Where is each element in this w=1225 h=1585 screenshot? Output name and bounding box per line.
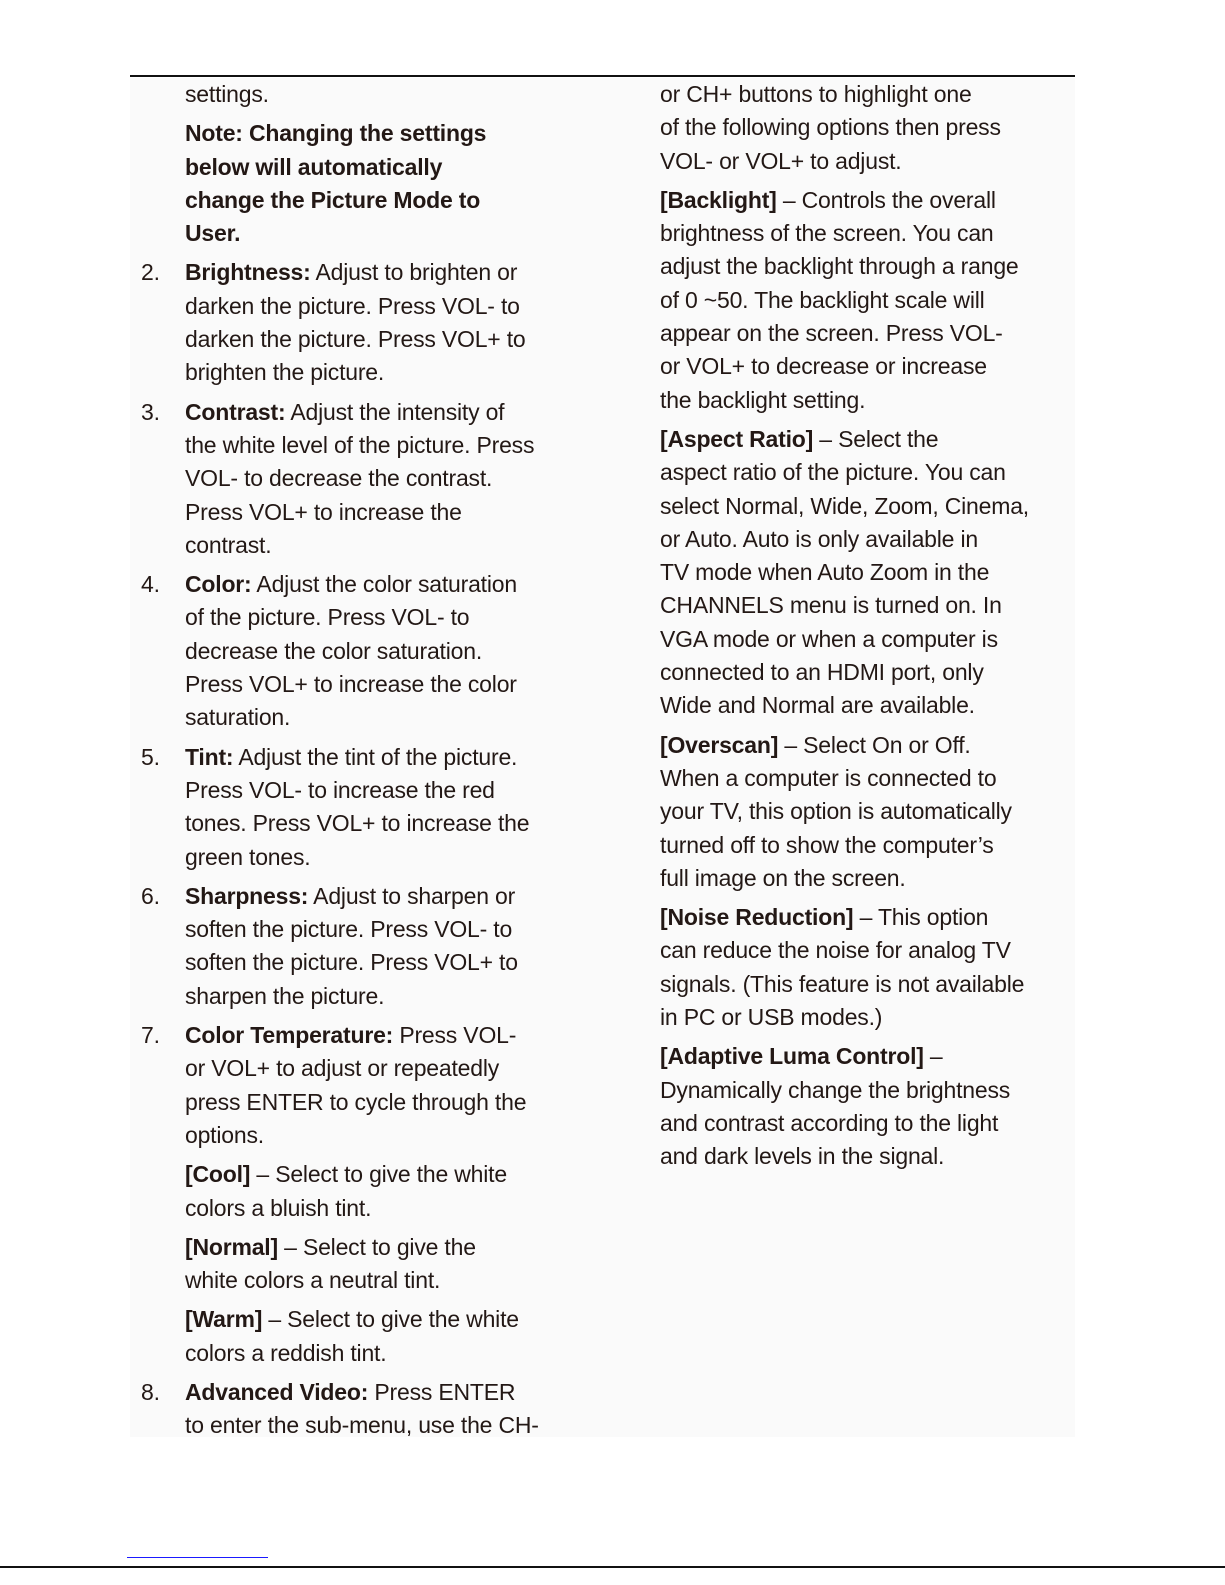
text-line [185, 184, 539, 217]
line-text: and dark levels in the signal. [660, 1143, 945, 1170]
line-text: green tones. [185, 843, 311, 870]
line-text: Press VOL- to increase the red [185, 776, 495, 803]
line-text: settings. [185, 81, 269, 107]
line-text: – Select to give the white [262, 1306, 519, 1333]
text-line [660, 284, 1029, 317]
text-line [660, 78, 1029, 111]
text-line [660, 862, 1029, 895]
list-number: 2. [141, 259, 160, 286]
line-text: white colors a neutral tint. [185, 1267, 441, 1294]
text-line [660, 589, 1029, 622]
text-line [660, 217, 1029, 250]
line-text: or VOL+ to adjust or repeatedly [185, 1055, 500, 1082]
term-label: [Cool] [185, 1161, 251, 1188]
line-text: the backlight setting. [660, 386, 866, 413]
line-text: press ENTER to cycle through the [185, 1088, 527, 1115]
line-text: of the picture. Press VOL- to [185, 604, 470, 631]
text-line [185, 1376, 539, 1409]
line-text: decrease the color saturation. [185, 637, 483, 664]
text-line [660, 968, 1029, 1001]
text-line [185, 117, 539, 150]
footnote-rule [127, 1557, 268, 1558]
line-text: sharpen the picture. [185, 982, 385, 1009]
text-line [185, 396, 539, 429]
text-line [660, 795, 1029, 828]
term-label: Brightness: [185, 259, 311, 286]
line-text: to enter the sub-menu, use the CH- [185, 1412, 539, 1439]
line-text: full image on the screen. [660, 864, 906, 891]
text-line [185, 323, 539, 356]
left-column [141, 78, 539, 1443]
text-line [185, 880, 539, 913]
term-label: Color Temperature: [185, 1022, 394, 1049]
line-text: brightness of the screen. You can [660, 220, 994, 247]
text-line [660, 729, 1029, 762]
line-text: Adjust to brighten or [310, 259, 518, 286]
text-line [660, 317, 1029, 350]
list-number: 4. [141, 571, 160, 598]
text-line [185, 568, 539, 601]
text-line [185, 217, 539, 250]
text-line [185, 807, 539, 840]
text-line [660, 556, 1029, 589]
text-line [185, 1119, 539, 1152]
text-line [185, 256, 539, 289]
line-text: options. [185, 1121, 264, 1148]
text-line [660, 423, 1029, 456]
text-line [660, 1001, 1029, 1034]
paragraph [660, 729, 1029, 895]
text-line [185, 356, 539, 389]
line-text: – Select to give the white [250, 1161, 507, 1188]
text-line [660, 490, 1029, 523]
paragraph [185, 1303, 539, 1370]
term-label: [Noise Reduction] [660, 904, 854, 931]
line-text: – Select On or Off. [778, 731, 971, 758]
text-line [185, 741, 539, 774]
paragraph [185, 117, 539, 250]
text-line [185, 151, 539, 184]
line-text: VOL- to decrease the contrast. [185, 465, 493, 492]
text-line [660, 184, 1029, 217]
text-line [660, 1040, 1029, 1073]
line-text: change the Picture Mode to [185, 186, 481, 213]
text-line [660, 111, 1029, 144]
list-number: 3. [141, 398, 160, 425]
text-line [185, 668, 539, 701]
line-text: adjust the backlight through a range [660, 253, 1019, 280]
text-line [185, 841, 539, 874]
line-text: VOL- or VOL+ to adjust. [660, 147, 902, 174]
text-line [185, 1086, 539, 1119]
line-text: in PC or USB modes.) [660, 1004, 883, 1031]
line-text: VGA mode or when a computer is [660, 625, 998, 652]
term-label: [Overscan] [660, 731, 779, 758]
text-line [185, 980, 539, 1013]
line-text: TV mode when Auto Zoom in the [660, 559, 990, 586]
line-text: Adjust the intensity of [285, 398, 505, 425]
text-line [660, 901, 1029, 934]
text-line [185, 1052, 539, 1085]
term-label: Color: [185, 571, 252, 598]
line-text: Press VOL- [393, 1022, 517, 1049]
text-line [185, 1192, 539, 1225]
line-text: aspect ratio of the picture. You can [660, 459, 1006, 486]
text-line [185, 529, 539, 562]
text-line [185, 701, 539, 734]
text-line [185, 78, 539, 111]
line-text: – This option [853, 904, 989, 931]
text-line [185, 1158, 539, 1191]
line-text: colors a reddish tint. [185, 1339, 387, 1366]
line-text: – Controls the overall [776, 186, 996, 213]
term-label: [Backlight] [660, 186, 777, 213]
term-label: Contrast: [185, 398, 286, 425]
line-text: Press ENTER [368, 1378, 516, 1405]
text-line [660, 934, 1029, 967]
paragraph [660, 423, 1029, 723]
line-text: saturation. [185, 704, 291, 731]
text-line [185, 462, 539, 495]
paragraph [185, 78, 539, 111]
text-line [660, 350, 1029, 383]
term-label: Note: Changing the settings [185, 120, 487, 147]
line-text: Adjust to sharpen or [308, 882, 516, 909]
line-text: tones. Press VOL+ to increase the [185, 810, 530, 837]
text-line [660, 762, 1029, 795]
text-line [185, 1264, 539, 1297]
term-label: Advanced Video: [185, 1378, 369, 1405]
line-text: – [923, 1043, 943, 1070]
text-line [185, 1409, 539, 1442]
line-text: Wide and Normal are available. [660, 692, 975, 719]
term-label: Sharpness: [185, 882, 309, 909]
line-text: appear on the screen. Press VOL- [660, 320, 1003, 347]
line-text: signals. (This feature is not available [660, 970, 1025, 997]
line-text: turned off to show the computer’s [660, 831, 994, 858]
term-label: [Normal] [185, 1233, 278, 1260]
footer-rule [0, 1566, 1225, 1568]
line-text: – Select to give the [277, 1233, 476, 1260]
paragraph [660, 184, 1029, 417]
text-line [185, 1231, 539, 1264]
line-text: connected to an HDMI port, only [660, 659, 984, 686]
text-line [660, 456, 1029, 489]
text-line [185, 429, 539, 462]
paragraph [141, 1019, 539, 1152]
text-line [185, 635, 539, 668]
text-line [660, 145, 1029, 178]
text-line [660, 689, 1029, 722]
term-label: [Warm] [185, 1306, 263, 1333]
text-line [660, 523, 1029, 556]
right-column [660, 78, 1029, 1174]
line-text: Press VOL+ to increase the color [185, 671, 517, 698]
line-text: Adjust the tint of the picture. [233, 743, 518, 770]
line-text: darken the picture. Press VOL- to [185, 292, 520, 319]
text-line [185, 1019, 539, 1052]
line-text: contrast. [185, 531, 272, 558]
line-text: soften the picture. Press VOL- to [185, 916, 513, 943]
paragraph [185, 1231, 539, 1298]
paragraph [141, 1376, 539, 1443]
header-rule [130, 75, 1075, 77]
paragraph [660, 78, 1029, 178]
line-text: – Select the [813, 425, 939, 452]
text-line [185, 496, 539, 529]
term-label: [Adaptive Luma Control] [660, 1043, 924, 1070]
text-line [185, 774, 539, 807]
list-number: 8. [141, 1378, 160, 1405]
line-text: below will automatically [185, 153, 443, 180]
line-text: of the following options then press [660, 114, 1001, 141]
text-line [660, 829, 1029, 862]
paragraph [141, 880, 539, 1013]
term-label: [Aspect Ratio] [660, 425, 814, 452]
line-text: select Normal, Wide, Zoom, Cinema, [660, 492, 1029, 519]
line-text: Adjust the color saturation [251, 571, 517, 598]
text-line [660, 1140, 1029, 1173]
line-text: your TV, this option is automatically [660, 798, 1012, 825]
text-line [660, 384, 1029, 417]
line-text: or CH+ buttons to highlight one [660, 81, 972, 107]
text-line [185, 913, 539, 946]
line-text: and contrast according to the light [660, 1109, 999, 1136]
text-line [185, 1337, 539, 1370]
line-text: or VOL+ to decrease or increase [660, 353, 987, 380]
paragraph [660, 1040, 1029, 1173]
line-text: darken the picture. Press VOL+ to [185, 326, 526, 353]
text-line [660, 250, 1029, 283]
line-text: can reduce the noise for analog TV [660, 937, 1011, 964]
line-text: or Auto. Auto is only available in [660, 525, 978, 552]
line-text: Press VOL+ to increase the [185, 498, 462, 525]
line-text: CHANNELS menu is turned on. In [660, 592, 1002, 619]
text-line [660, 1074, 1029, 1107]
line-text: the white level of the picture. Press [185, 431, 535, 458]
line-text: colors a bluish tint. [185, 1194, 372, 1221]
list-number: 7. [141, 1022, 160, 1049]
line-text: User. [185, 220, 241, 247]
line-text: soften the picture. Press VOL+ to [185, 949, 518, 976]
line-text: Dynamically change the brightness [660, 1076, 1011, 1103]
line-text: of 0 ~50. The backlight scale will [660, 286, 985, 313]
line-text: When a computer is connected to [660, 764, 997, 791]
paragraph [141, 741, 539, 874]
text-line [185, 601, 539, 634]
text-line [660, 1107, 1029, 1140]
list-number: 6. [141, 882, 160, 909]
list-number: 5. [141, 743, 160, 770]
line-text: brighten the picture. [185, 359, 385, 386]
paragraph [660, 901, 1029, 1034]
text-line [660, 656, 1029, 689]
text-line [185, 1303, 539, 1336]
term-label: Tint: [185, 743, 234, 770]
paragraph [141, 256, 539, 389]
paragraph [141, 568, 539, 734]
text-line [660, 623, 1029, 656]
paragraph [185, 1158, 539, 1225]
paragraph [141, 396, 539, 562]
text-line [185, 946, 539, 979]
text-line [185, 290, 539, 323]
